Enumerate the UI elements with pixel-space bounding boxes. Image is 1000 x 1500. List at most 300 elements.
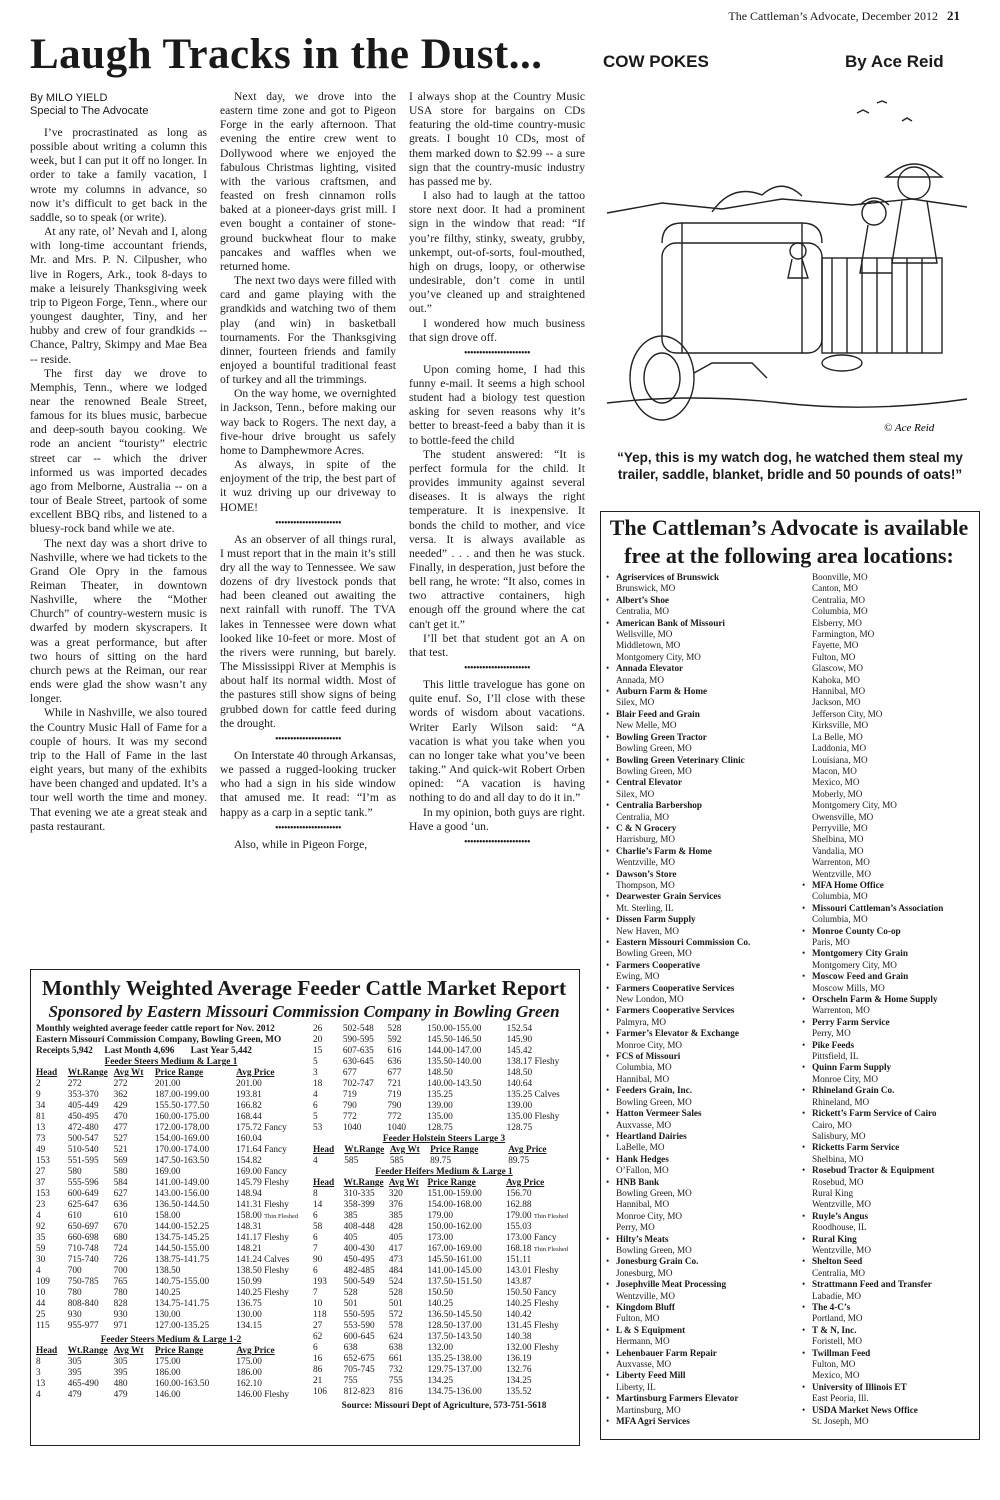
table-cell: 175.72 Fancy (236, 1123, 287, 1133)
table-row (313, 1376, 575, 1387)
table-cell: 790 (387, 1101, 402, 1111)
location-city: Hannibal, MO (616, 1073, 670, 1084)
table-cell: 710-748 (67, 1244, 99, 1254)
location-item (604, 1005, 800, 1016)
table-cell: 501 (343, 1299, 358, 1309)
table-cell: 755 (343, 1376, 358, 1386)
location-name: Charlie’s Farm & Home (616, 845, 712, 856)
table-cell: 15 (313, 1046, 323, 1056)
table-cell: 173.00 (427, 1233, 454, 1243)
table-cell: 148.21 (236, 1244, 262, 1254)
paragraph: On the way home, we overnighted in Jackson, Tenn., before making our way back to Rogers. The next day, a five-hour drive brought us safely home to Damphewmore Acres. (220, 387, 396, 457)
location-item (604, 663, 800, 674)
table-row (313, 1332, 575, 1343)
locations-column-2 (800, 572, 976, 1427)
location-city: Warrenton, MO (812, 1005, 870, 1016)
table-cell: 812-823 (343, 1387, 375, 1397)
location-item (800, 1085, 976, 1096)
table-cell: 660-698 (67, 1233, 99, 1243)
table-cell: 151.11 (505, 1255, 532, 1265)
table-row (313, 1123, 575, 1134)
location-item (800, 1017, 976, 1028)
table-cell: 580 (113, 1167, 128, 1177)
location-city: Shelbina, MO (812, 834, 864, 845)
table-cell: 719 (387, 1090, 402, 1100)
location-item (604, 1348, 800, 1359)
table-row (36, 1390, 306, 1401)
table-cell: 173.00 Fancy (505, 1233, 557, 1243)
table-cell: 37 (36, 1178, 46, 1188)
location-item (800, 1256, 976, 1267)
table-row (313, 1189, 575, 1200)
table-cell: 92 (36, 1222, 46, 1232)
location-item (604, 1051, 800, 1062)
table-cell: 134.25 (505, 1376, 532, 1386)
location-city: Salisbury, MO (812, 1130, 866, 1141)
location-city: Auxvasse, MO (616, 1119, 672, 1130)
table-cell: 135.25 Calves (506, 1090, 560, 1100)
column-header: Avg Wt (388, 1178, 419, 1188)
table-cell: 150.50 Fancy (505, 1288, 557, 1298)
location-name: MFA Agri Services (616, 1416, 690, 1427)
location-item (604, 618, 800, 629)
table-cell: 553-590 (343, 1321, 375, 1331)
location-name: Albert’s Shoe (616, 594, 669, 605)
location-name: Bowling Green Veterinary Clinic (616, 754, 745, 765)
location-item (604, 846, 800, 857)
table-cell: 305 (67, 1357, 82, 1367)
table-row (36, 1178, 306, 1189)
market-intro-1: Monthly weighted average feeder cattle report for Nov. 2012 (36, 1024, 275, 1034)
table-cell: 650-697 (67, 1222, 99, 1232)
location-item (604, 1393, 800, 1404)
location-item (604, 1085, 800, 1096)
article-title: Laugh Tracks in the Dust... (30, 31, 543, 78)
table-row (36, 1266, 306, 1277)
table-row (36, 1288, 306, 1299)
table-cell: 81 (36, 1112, 46, 1122)
table-cell: 132.00 (427, 1343, 454, 1353)
table-cell: 528 (343, 1288, 358, 1298)
table-cell: 134.15 (236, 1321, 262, 1331)
location-name: Kingdom Bluff (616, 1302, 675, 1312)
location-city: Annada, MO (616, 674, 664, 685)
location-city: Perry, MO (812, 1028, 851, 1039)
table-cell: 168.44 (236, 1112, 262, 1122)
location-city: Wentzville, MO (616, 1290, 675, 1301)
location-name: Jonesburg Grain Co. (616, 1256, 699, 1267)
table-cell: 638 (343, 1343, 358, 1353)
table-row (36, 1310, 306, 1321)
table-cell: 550-595 (343, 1310, 375, 1320)
location-city: Fulton, MO (812, 1359, 856, 1370)
table-cell: 155.03 (505, 1222, 532, 1232)
market-report-subtitle: Sponsored by Eastern Missouri Commission Company in Bowling Green (48, 1002, 560, 1021)
paragraph: Upon coming home, I had this funny e-mail. It seems a high school student had a biology test question asking for seven reasons why it’s better to breast-feed a baby than it is to bottle-feed the child (409, 362, 585, 447)
location-city: Fulton, MO (812, 651, 856, 662)
section-separator: •••••••••••••••••••••• (274, 822, 342, 834)
table-cell: 193 (313, 1277, 327, 1287)
table-cell: 677 (387, 1068, 402, 1078)
location-city: Columbia, MO (812, 891, 868, 902)
location-name: Strattmann Feed and Transfer (812, 1279, 932, 1290)
table-cell: 358-399 (343, 1200, 375, 1210)
table-cell: 480 (113, 1379, 128, 1389)
table-cell: 700 (67, 1266, 82, 1276)
market-intro-2: Eastern Missouri Commission Company, Bowling Green, MO (36, 1035, 282, 1045)
table-cell: 627 (113, 1189, 128, 1199)
table-cell: 86 (313, 1365, 323, 1375)
table-row (313, 1222, 575, 1233)
table-cell: 4 (36, 1211, 41, 1221)
table-cell: 395 (67, 1368, 82, 1378)
table-cell: 501 (388, 1299, 403, 1309)
location-name: Blair Feed and Grain (616, 708, 700, 719)
section-heading: Feeder Steers Medium & Large 1 (104, 1057, 238, 1067)
location-item (604, 1279, 800, 1290)
table-cell: 58 (313, 1222, 323, 1232)
location-name: Farmers Cooperative (616, 959, 700, 970)
table-cell: 610 (67, 1211, 82, 1221)
location-name: Farmers Cooperative Services (616, 982, 735, 993)
location-name: Rural King (812, 1187, 854, 1198)
table-cell: 132.00 Fleshy (505, 1343, 559, 1353)
table-cell: 624 (388, 1332, 403, 1342)
location-city: Rhineland, MO (812, 1096, 870, 1107)
table-cell: 732 (388, 1365, 403, 1375)
table-cell: 816 (388, 1387, 403, 1397)
table-row (313, 1156, 575, 1167)
location-city: Brunswick, MO (616, 583, 676, 594)
table-row (313, 1343, 575, 1354)
table-cell: 155.50-177.50 (154, 1101, 210, 1111)
table-row (36, 1233, 306, 1244)
table-cell: 385 (388, 1211, 403, 1221)
location-city: Wentzville, MO (616, 857, 675, 868)
market-table-heifers (313, 1178, 575, 1398)
column-1-text (30, 126, 207, 834)
table-cell: 150.00-162.00 (427, 1222, 482, 1232)
table-cell: 140.00-143.50 (427, 1079, 482, 1089)
table-cell: 305 (113, 1357, 128, 1367)
table-row (36, 1134, 306, 1145)
table-cell: 115 (36, 1321, 50, 1331)
table-cell: 636 (387, 1057, 402, 1067)
location-name: Farmer’s Elevator & Exchange (616, 1028, 739, 1039)
table-cell: 201.00 (236, 1079, 262, 1089)
table-row (36, 1222, 306, 1233)
table-cell: 136.50-145.50 (427, 1310, 482, 1320)
table-cell: 428 (388, 1222, 403, 1232)
page-header (728, 8, 960, 24)
location-city: Vandalia, MO (812, 845, 864, 856)
table-row (313, 1200, 575, 1211)
table-cell: 500-549 (343, 1277, 375, 1287)
table-cell: 6 (313, 1266, 318, 1276)
table-cell: 405 (388, 1233, 403, 1243)
location-item (800, 1234, 976, 1245)
table-cell: 73 (36, 1134, 46, 1144)
table-row (313, 1090, 575, 1101)
location-city: Centralia, MO (812, 1267, 866, 1278)
table-row (313, 1024, 575, 1035)
table-cell: 780 (67, 1288, 82, 1298)
paragraph: This little travelogue has gone on quite enuf. So, I’ll close with these words of wisdom about vacations. Writer Early Wilson said: “A vacation is what you take when you can no longer take what you’ve been taking.” And quick-wit Robert Orben opined: “A vacation is having nothing to do and all day to do it in.” (409, 678, 585, 805)
location-city: Louisiana, MO (812, 754, 868, 765)
table-cell: 154.00-168.00 (427, 1200, 482, 1210)
location-city: Auxvasse, MO (616, 1359, 672, 1370)
table-cell: 193.81 (236, 1090, 262, 1100)
location-name: Montgomery City Grain (812, 948, 908, 959)
table-cell: 145.79 Fleshy (236, 1178, 289, 1188)
table-cell: 145.50-146.50 (427, 1035, 482, 1045)
table-cell: 4 (313, 1090, 318, 1100)
table-cell: 150.99 (236, 1277, 262, 1287)
paragraph: I always shop at the Country Music USA store for bargains on CDs featuring the old-time country-music greats. I bought 10 CDs, most of them marked down to $2.99 -- a sure sign that the country-music industry has passed me by. (409, 90, 585, 188)
location-city: Perry, MO (616, 1222, 655, 1233)
table-row (313, 1266, 575, 1277)
table-cell: 141.31 Fleshy (236, 1200, 289, 1210)
table-cell: 405 (343, 1233, 358, 1243)
table-row (36, 1079, 306, 1090)
table-cell: 482-485 (343, 1266, 375, 1276)
location-city: Bowling Green, MO (616, 765, 692, 776)
table-cell: 90 (313, 1255, 323, 1265)
table-cell: 18 (313, 1079, 323, 1089)
table-row (36, 1379, 306, 1390)
column-header: Wt.Range (343, 1178, 384, 1188)
location-name: Bowling Green Tractor (616, 731, 707, 742)
location-city: Moscow Mills, MO (812, 982, 885, 993)
table-cell: 148.50 (506, 1068, 533, 1078)
location-name: Liberty Feed Mill (616, 1370, 686, 1381)
table-cell: 616 (387, 1046, 402, 1056)
locations-title-line-2: free at the following area locations: (624, 543, 954, 568)
location-city: Kahoka, MO (812, 674, 860, 685)
table-cell: 510-540 (67, 1145, 99, 1155)
table-cell: 721 (387, 1079, 402, 1089)
location-item (604, 1154, 800, 1165)
table-cell: 272 (67, 1079, 82, 1089)
locations-title (605, 514, 973, 570)
table-cell: 187.00-199.00 (154, 1090, 210, 1100)
table-cell: 5 (313, 1057, 318, 1067)
table-cell: 138.17 Fleshy (506, 1057, 560, 1067)
location-city: Portland, MO (812, 1313, 863, 1324)
table-row (36, 1112, 306, 1123)
table-cell: 6 (313, 1211, 318, 1221)
table-cell: 27 (36, 1167, 46, 1177)
location-name: Feeders Grain, Inc. (616, 1085, 693, 1096)
table-cell: 146.00 (155, 1390, 181, 1400)
table-cell: 25 (36, 1310, 46, 1320)
table-cell: 140.25 (427, 1299, 454, 1309)
table-cell: 145.42 (506, 1046, 533, 1056)
paragraph: The first day we drove to Memphis, Tenn., where we lodged near the renowned Beale Street, famous for its blues music, barbecue and deep-south bayou cooking. We rode an ancient “touristy” electric street car -- which the driver informed us was imported decades ago from Melborne, Australia -- on a tour of Beale Street, partook of some excellent BBQ ribs, and listened to a bluesy-rock band while we ate. (30, 366, 207, 536)
table-cell: 500-547 (67, 1134, 99, 1144)
market-report-title: Monthly Weighted Average Feeder Cattle Market Report (41, 976, 567, 1000)
table-row (36, 1211, 306, 1222)
location-item (604, 709, 800, 720)
table-cell: 135.50-140.00 (427, 1057, 482, 1067)
column-header: Avg Price (236, 1346, 275, 1356)
location-item (604, 732, 800, 743)
location-item (800, 994, 976, 1005)
table-cell: 600-645 (343, 1332, 375, 1342)
table-cell: 143.01 Fleshy (505, 1266, 559, 1276)
table-cell: 140.25 Fleshy (236, 1288, 289, 1298)
table-cell: 138.50 (154, 1266, 181, 1276)
table-cell: 5 (313, 1112, 318, 1122)
table-cell: 465-490 (67, 1379, 99, 1389)
table-cell: 1040 (387, 1123, 407, 1133)
location-item (800, 948, 976, 959)
table-cell: 128.50-137.00 (427, 1321, 482, 1331)
location-city: Fulton, MO (616, 1313, 660, 1324)
table-cell: 158.00 Thin Fleshed (236, 1211, 299, 1221)
location-city: Bowling Green, MO (616, 1096, 692, 1107)
table-cell: 89.75 (508, 1156, 530, 1166)
location-city: Fayette, MO (812, 640, 859, 651)
location-name: Monroe County Co-op (812, 925, 901, 936)
location-item (604, 1325, 800, 1336)
table-cell: 106 (313, 1387, 327, 1397)
market-report-left (36, 1024, 306, 1401)
table-cell: 417 (388, 1244, 403, 1254)
table-cell: 141.24 Calves (236, 1255, 290, 1265)
table-cell: 179.00 Thin Fleshed (505, 1211, 568, 1221)
table-cell: 128.75 (427, 1123, 453, 1133)
table-cell: 625-647 (67, 1200, 99, 1210)
table-cell: 135.52 (505, 1387, 532, 1397)
column-header: Avg Wt (113, 1346, 144, 1356)
table-cell: 162.10 (236, 1379, 262, 1389)
table-cell: 144.00-152.25 (154, 1222, 210, 1232)
table-cell: 139.00 (506, 1101, 533, 1111)
table-cell: 400-430 (343, 1244, 375, 1254)
table-cell: 137.50-143.50 (427, 1332, 482, 1342)
table-cell: 790 (342, 1101, 357, 1111)
table-cell: 134.75-136.00 (427, 1387, 482, 1397)
location-name: Missouri Cattleman’s Association (812, 902, 944, 913)
table-cell: 765 (113, 1277, 128, 1287)
section-separator: •••••••••••••••••••••• (274, 517, 342, 529)
table-row (313, 1299, 575, 1310)
table-row (36, 1101, 306, 1112)
table-cell: 1040 (342, 1123, 362, 1133)
table-cell: 4 (313, 1156, 318, 1166)
location-item (604, 891, 800, 902)
table-cell: 134.25 (427, 1376, 454, 1386)
location-item (604, 1177, 800, 1188)
location-city: Monroe City, MO (616, 1039, 683, 1050)
locations-column-1 (604, 572, 800, 1427)
location-item (800, 1325, 976, 1336)
table-cell: 166.82 (236, 1101, 262, 1111)
table-cell: 147.50-163.50 (154, 1156, 210, 1166)
location-name: Rosebud Tractor & Equipment (812, 1165, 935, 1176)
table-row (313, 1112, 575, 1123)
table-cell: 35 (36, 1233, 46, 1243)
location-city: La Belle, MO (812, 731, 863, 742)
table-row (36, 1090, 306, 1101)
location-item (800, 971, 976, 982)
table-cell: 715-740 (67, 1255, 99, 1265)
table-cell: 150.00-155.00 (427, 1024, 482, 1034)
location-city: Thompson, MO (616, 879, 675, 890)
table-cell: 62 (313, 1332, 323, 1342)
table-cell: 14 (313, 1200, 323, 1210)
table-cell: 652-675 (343, 1354, 375, 1364)
location-city: Montgomery City, MO (812, 959, 897, 970)
location-item (800, 1165, 976, 1176)
column-header: Price Range (430, 1145, 479, 1155)
table-cell: 144.50-155.00 (154, 1244, 210, 1254)
table-cell: 630-645 (342, 1057, 374, 1067)
location-city: Monroe City, MO (812, 1073, 879, 1084)
table-cell: 528 (387, 1024, 402, 1034)
location-city: Owensville, MO (812, 811, 874, 822)
table-row (36, 1255, 306, 1266)
location-name: Martinsburg Farmers Elevator (616, 1393, 739, 1404)
location-city: Palmyra, MO (616, 1016, 667, 1027)
location-city: Middletown, MO (616, 640, 681, 651)
publication-date: The Cattleman’s Advocate, December 2012 (728, 9, 938, 23)
table-cell: 21 (313, 1376, 323, 1386)
location-item (604, 755, 800, 766)
table-cell: 134.75-145.25 (154, 1233, 210, 1243)
location-item (604, 960, 800, 971)
location-city: Elsberry, MO (812, 617, 862, 628)
location-city: East Peoria, Ill. (812, 1393, 869, 1404)
location-name: Heartland Dairies (616, 1130, 687, 1141)
column-header: Head (36, 1068, 58, 1078)
table-cell: 138.75-141.75 (154, 1255, 210, 1265)
location-item (800, 1188, 976, 1199)
location-item (800, 1382, 976, 1393)
location-city: Centralia, MO (616, 606, 670, 617)
column-header: Wt.Range (67, 1068, 108, 1078)
paragraph: I also had to laugh at the tattoo store next door. It had a prominent sign in the window that read: “If you’re filthy, stinky, sweaty, grubby, unkempt, out-of-sorts, foul-mouthed, high on drugs, loopy, or otherwise undesirable, don’t come in until you’ve cleaned up and straightened out.” (409, 189, 585, 316)
location-item (800, 903, 976, 914)
table-cell: 140.38 (505, 1332, 532, 1342)
location-city: Macon, MO (812, 765, 857, 776)
table-cell: 750-785 (67, 1277, 99, 1287)
table-cell: 135.00 (427, 1112, 453, 1122)
table-cell: 134.75-141.75 (154, 1299, 210, 1309)
table-cell: 139.00 (427, 1101, 453, 1111)
location-item (604, 800, 800, 811)
location-item (604, 1416, 800, 1427)
paragraph: At any rate, ol’ Nevah and I, along with long-time accountant friends, Mr. and Mrs. P. N. Cilpusher, who live in Rogers, Ark., took 8-days to make a leisurely Thanksgiving week trip to Pigeon Forge, Tenn., where our youngest daughter, Tiny, and her hubby and crew of four grandkids -- Chance, Paltry, Skimpy and Mae Bea -- reside. (30, 225, 207, 366)
location-item (800, 880, 976, 891)
table-cell: 320 (388, 1189, 403, 1199)
table-cell: 172.00-178.00 (154, 1123, 210, 1133)
table-cell: 702-747 (342, 1079, 374, 1089)
table-cell: 484 (388, 1266, 403, 1276)
location-city: New London, MO (616, 994, 684, 1005)
location-name: C & N Grocery (616, 822, 677, 833)
table-cell: 808-840 (67, 1299, 99, 1309)
location-name: Auburn Farm & Home (616, 686, 708, 697)
table-cell: 376 (388, 1200, 403, 1210)
location-name: Hilty’s Meats (616, 1233, 669, 1244)
location-item (800, 926, 976, 937)
table-row (36, 1167, 306, 1178)
table-cell: 272 (113, 1079, 128, 1089)
location-name: Ruyle’s Angus (812, 1210, 869, 1221)
table-cell: 130.00 (236, 1310, 262, 1320)
